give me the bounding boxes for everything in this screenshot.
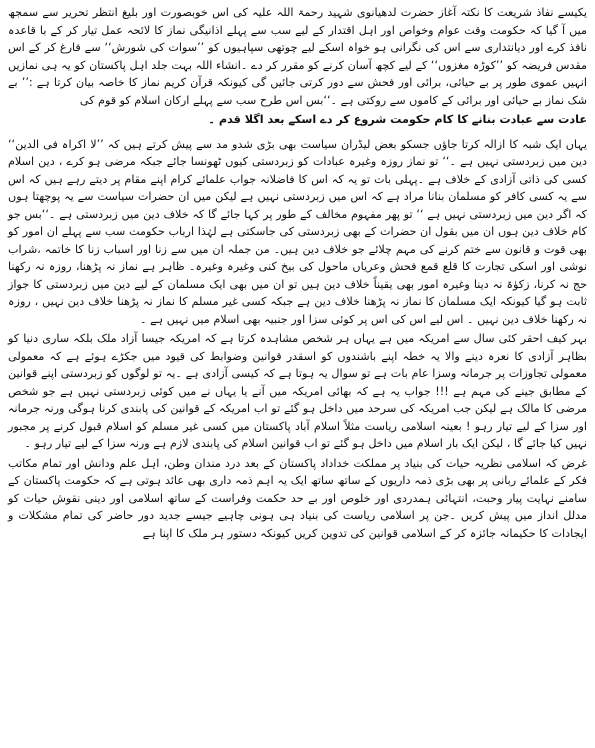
document-page <box>8 4 587 744</box>
paragraph-implementation-of-sharia: یکیسے نفاذ شریعت کا نکتہ آغاز حضرت لدھیانوی شہید رحمۃ اللہ علیہ کی اس خوبصورت اور بلیغ انتظر تحریر سے سمجھ میں آ گیا کہ حکومت وقت عوام وخواص اور اہل اقتدار کے لیے سب سے پہلے اذانیگی نماز کا لائحہ عمل تیار کر کے با قاعدہ نافذ کرے اور دیانتداری سے اس کی نگرانی ہو خواہ اسکے لیے چوتھی سپاہیوں کو ’’سوات کی شورش‘‘ سے فارغ کر کے اس مقدس فریضہ کو ’’کوڑہ مغزوں‘‘ کے لیے کچھ آسان کرنے کو مقرر کر دے ۔انشاء اللہ بہت جلد اہل پاکستان کو یہ ہی نمازیں انہیں عموی طور پر بے حیائی، برائی اور فحش سے دور کرتی جائیں گی کیونکہ قرآن کریم نماز کا خاصہ بیان کرتا ہے :’’ بے شک نماز بے حیائی اور برائی کے کاموں سے روکتی ہے ۔‘‘بس اس طرح سب سے پہلے ارکان اسلام کو قوم کی <box>8 6 587 107</box>
paragraph-responsibility-of-scholars: غرض کہ اسلامی نظریہ حیات کی بنیاد پر مملکت خداداد پاکستان کے بعد درد مندان وطن، اہل علم ودانش اور تمام مکاتب فکر کے علمائے ربانی پر بھی بڑی ذمہ داریوں کے ساتھ ساتھ ایک یہ اہم ذمہ داری بھی عائد ہوتی ہے کہ حکومت پاکستان کے سامنے نہایت پیار وحبت، انتہائی ہمدردی اور خلوص اور بے حد حکمت وفراست کے ساتھ اسلامی اور دینی نقوش حیات کو مدلل انداز میں پیش کریں ۔جن پر اسلامی ریاست کی بنیاد ہی ہونی چاہیے جیسے جدید دور حاضر کی تمام مشکلات و ایجادات کا حکیمانہ جائزہ کر کے اسلامی قوانین کی تدوین کریں کیونکہ دستور ہر ملک کا اپنا ہے <box>8 456 587 540</box>
paragraph-america-example: بہر کیف احقر کئی سال سے امریکہ میں ہے یہاں ہر شخص مشاہدہ کرتا ہے کہ امریکہ جیسا آزاد ملک بلکہ ساری دنیا کو بظاہر آزادی کا نعرہ دینے والا یہ خطہ اپنے باشندوں کو اسقدر قوانین وضوابط کی قیود میں جکڑے ہوئے ہے کہ معمولی معمولی تجاوزات پر جرمانہ وسزا عام بات ہے تو سوال یہ ہوتا ہے کہ کیسی آزادی ہے ۔یہ تو لوگوں کو زبردستی اپنے قوانین کے مطابق جینے کی مہم ہے !!! جواب یہ ہے کہ بھائی امریکہ میں آنے یا یہاں نے میں کوئی زبردستی نہیں ہے جو شخص مرضی کا مالک ہے لیکن جب امریکہ کی سرحد میں داخل ہو گئے تو اب امریکہ کے قوانین کی پابندی کرنا ہوگی ورنہ جرمانہ اور سزا کے لیے تیار رہو ! بعینہ اسلامی ریاست مثلاً اسلام آباد پاکستان میں کسی غیر مسلم کو اسلام قبول کرنے پر مجبور نہیں کیا جائے گا ، لیکن ایک بار اسلام میں داخل ہو گئے تو اب قوانین اسلام کی پابندی لازم ہے ورنہ سزا کے لیے تیار رہو ۔ <box>8 332 587 450</box>
paragraph-next-step: عادت سے عبادت بنانے کا کام حکومت شروع کر دے اسکے بعد اگلا قدم ۔ <box>208 113 587 126</box>
paragraph-no-compulsion-in-religion: یہاں ایک شبہ کا ازالہ کرتا جاؤں جسکو بعض لیڈران سیاست بھی بڑی شدو مد سے پیش کرتے ہیں کہ ’’لا اکراہ فی الدین‘‘ دین میں زبردستی نہیں ہے ۔‘‘ تو نماز روزہ وغیرہ عبادات کو زبردستی کیوں ٹھونسا جائے جبکہ مرضی ہو کرے ، دین اسلام کسی کی ذاتی آزادی کے خلاف ہے ۔پہلی بات تو یہ کہ اس کا فاضلانہ جواب علمائے کرام اپنے مقام پر دیتے رہے ہیں کہ اس سے یہ کسی کافر کو مسلمان بنانا مراد ہے کہ اس میں زبردستی نہیں ہے لیکن میں ان حضرات سیاست سے یہ پوچھتا ہوں کہ اگر دین میں زبردستی نہیں ہے ‘‘ تو پھر مفہوم مخالف کے طور پر کہا جائے گا کہ خلاف دین میں زبردستی ہے ۔‘‘بس جو کام خلاف دین ہوں ان میں بقول ان حضرات کے بھی زبردستی کی جاسکتی ہے لہٰذا ارباب حکومت سب سے پہلے ان امور کو بھی قوت و قانون سے ختم کرنے کی مہم چلائے جو خلاف دین ہیں۔ من جملہ ان میں سے زنا اور اسباب زنا کا خاتمہ ،شراب نوشی اور اسکی تجارت کا قلع قمع فحش وعریاں ماحول کی بیخ کنی وغیرہ وغیرہ۔ ظاہر ہے نماز نہ پڑھنا، روزہ نہ رکھنا حج نہ کرنا، زکوٰۃ نہ دینا وغیرہ امور بھی یقیناً خلاف دین ہیں تو ان میں بھی ایک مسلمان کے لیے دین میں زبردستی کا جواز ثابت ہو گیا کیونکہ ایک مسلمان کا نماز نہ پڑھنا خلاف دین ہے جبکہ کسی غیر مسلم کا نماز نہ پڑھنا خلاف دین نہیں ، روزہ نہ رکھنا خلاف دین نہیں ۔ اس لیے اس کی اس پر کوئی سزا اور جنبیہ بھی اسلام میں نہیں ہے ۔ <box>8 137 587 326</box>
